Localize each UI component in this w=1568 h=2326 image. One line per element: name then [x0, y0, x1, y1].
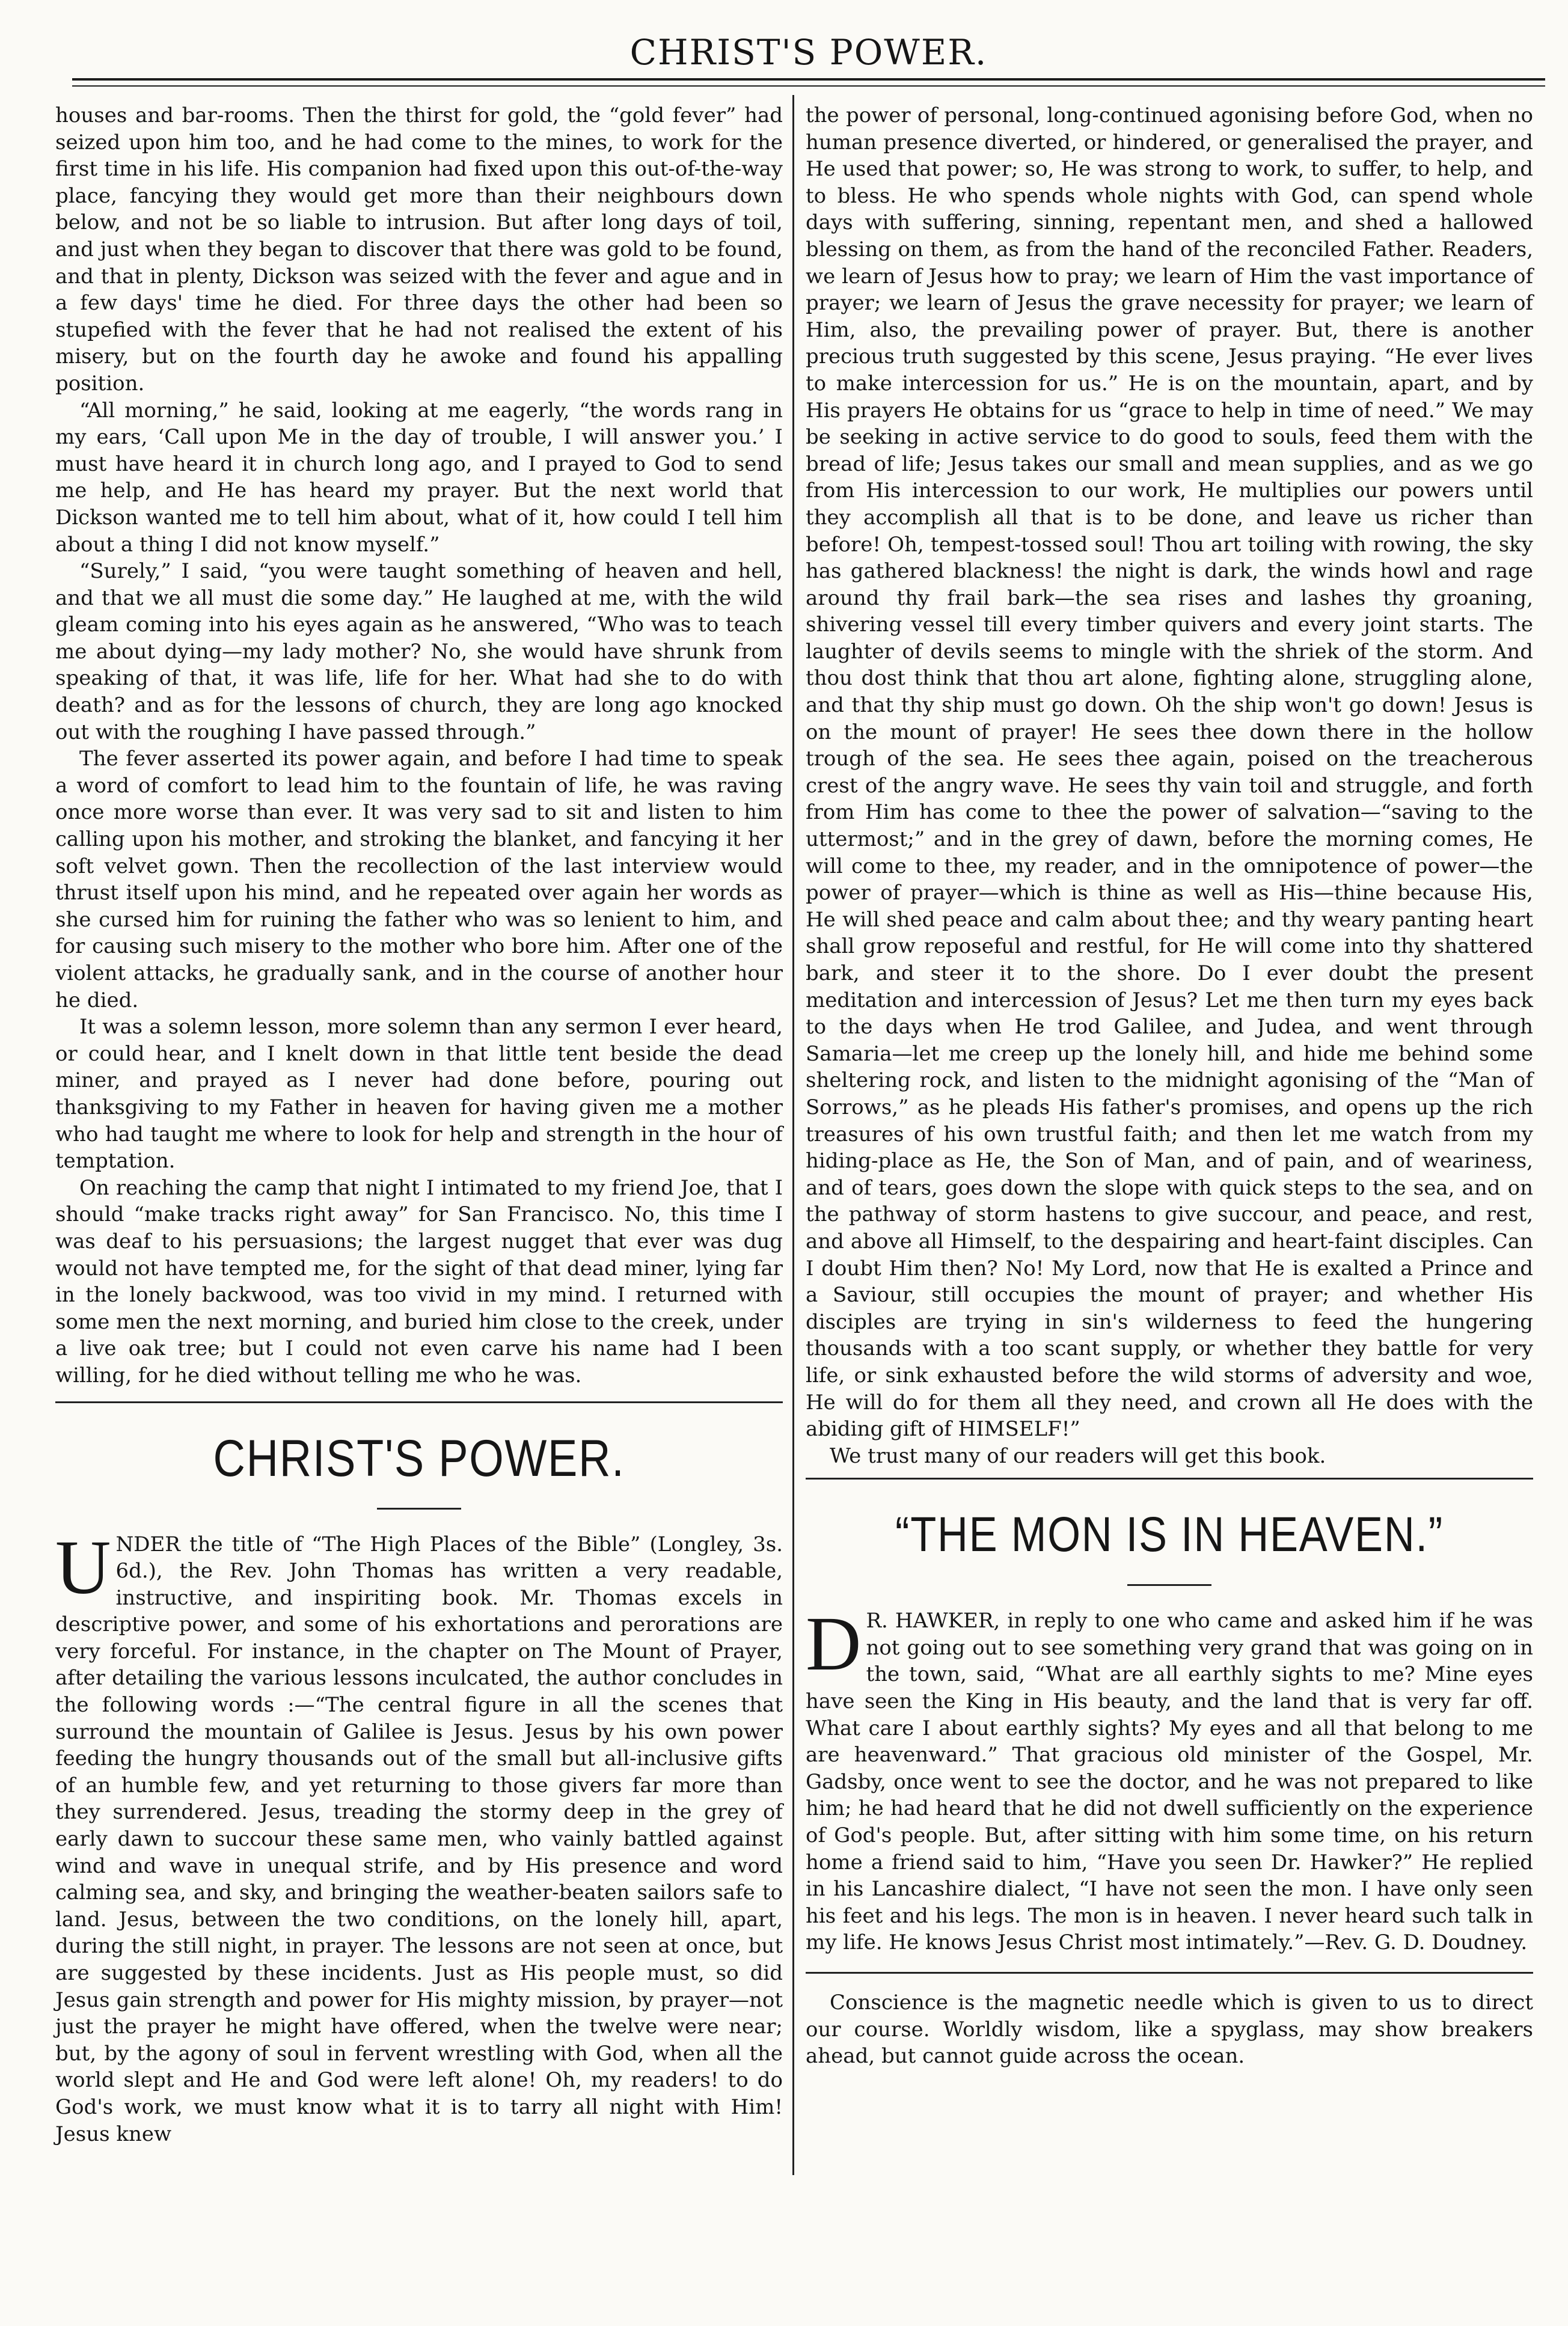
story-paragraph: On reaching the camp that night I intimated to my friend Joe, that I should “make tracks right away” for San Francisco. No, this time I was deaf to his persuasions; the largest nugget that ever was dug would not have tempted me, for the sight of that dead miner, lying far in the lonely backwood, was too vivid in my mind. I returned with some men the next morning, and buried him close to the creek, under a live oak tree; but I could not even carve his name had I been willing, for he died without telling me who he was.	[55, 1175, 783, 1388]
story-paragraph: houses and bar-rooms. Then the thirst for gold, the “gold fever” had seized upon him too, and he had come to the mines, to work for the first time in his life. His companion had fixed upon this out-of-the-way place, fancying they would get more than their neighbours down below, and not be so liable to intrusion. But after long days of toil, and just when they began to discover that there was gold to be found, and that in plenty, Dickson was seized with the fever and ague and in a few days' time he died. For three days the other had been so stupefied with the fever that he had not realised the extent of his misery, but on the fourth day he awoke and found his appalling position.	[55, 103, 783, 396]
header-rule-bottom	[72, 85, 1545, 87]
closing-line: We trust many of our readers will get this book.	[830, 1443, 1326, 1468]
review-continuation: the power of personal, long-continued agonising before God, when no human presence diverted, or hindered, or generalised the prayer, and He used that power; so, He was strong to work, to suffer, to help, and to bless. He who spends whole nights with God, can spend whole days with suffering, sinning, repentant men, and shed a hallowed blessing on them, as from the hand of the reconciled Father. Readers, we learn of Jesus how to pray; we learn of Him the vast importance of prayer; we learn of Jesus the grave necessity for prayer; we learn of Him, also, the prevailing power of prayer. But, there is another precious truth suggested by this scene, Jesus praying. “He ever lives to make intercession for us.” He is on the mountain, apart, and by His prayers He obtains for us “grace to help in time of need.” We may be seeking in active service to do good to souls, feed them with the bread of life; Jesus takes our small and mean supplies, and as we go from His intercession to our work, He multiplies our powers until they accomplish all that is to be done, and leave us richer than before! Oh, tempest-tossed soul! Thou art toiling with rowing, the sky has gathered blackness! the night is dark, the winds howl and rage around thy frail bark—the sea rises and lashes thy groaning, shivering vessel till every timber quivers and every joint starts. The laughter of devils seems to mingle with the shriek of the storm. And thou dost think that thou art alone, fighting alone, struggling alone, and that thy ship must go down. Oh the ship won't go down! Jesus is on the mount of prayer! He sees thee down there in the hollow trough of the sea. He sees thee again, poised on the treacherous crest of the angry wave. He sees thy vain toil and struggle, and forth from Him has come to thee the power of salvation—“saving to the uttermost;” and in the grey of dawn, before the morning comes, He will come to thee, my reader, and in the omnipotence of power—the power of prayer—which is thine as well as His—thine because His, He will shed peace and calm about thee; and thy weary panting heart shall grow reposeful and restful, for He will come into thy shattered bark, and steer it to the shore. Do I ever doubt the present meditation and intercession of Jesus? Let me then turn my eyes back to the days when He trod Galilee, and Judea, and went through Samaria—let me creep up the lonely hill, and hide me behind some sheltering rock, and listen to the midnight agonising of the “Man of Sorrows,” as he pleads His father's promises, and opens up the rich treasures of his own trustful faith; and then let me watch from my hiding-place as He, the Son of Man, and of pain, and of weariness, and of tears, goes down the slope with quick steps to the sea, and on the pathway of storm hastens to give succour, and peace, and rest, and above all Himself, to the despairing and heart-faint disciples. Can I doubt Him then? No! My Lord, now that He is exalted a Prince and a Saviour, still occupies the mount of prayer; and whether His disciples are trying in sin's wilderness to feed the hungering thousands with a too scant supply, or whether they battle for very life, or sink exhausted before the wild storms of adversity and woe, He will do for them all they need, and crown all He does with the abiding gift of HIMSELF!”	[806, 103, 1533, 1442]
drop-cap: U	[55, 1524, 111, 1610]
header-rule-top	[72, 78, 1545, 81]
section-title-christs-power: CHRIST'S POWER.	[213, 1429, 625, 1487]
column-divider	[792, 95, 794, 2175]
anecdote-paragraph	[806, 1601, 1533, 1956]
section-separator	[806, 1972, 1533, 1974]
review-text: NDER the title of “The High Places of the Bible” (Longley, 3s. 6d.), the Rev. John Thomas has written a very readable, instructive, and inspiriting book. Mr. Thomas excels in descriptive power, and some of his exhortations and perorations are very forceful. For instance, in the chapter on The Mount of Prayer, after detailing the various lessons inculcated, the author concludes in the following words :—“The central figure in all the scenes that surround the mountain of Galilee is Jesus. Jesus by his own power feeding the hungry thousands out of the small but all-inclusive gifts of an humble few, and yet returning to those givers far more than they surrendered. Jesus, treading the stormy deep in the grey of early dawn to succour these same men, who vainly battled against wind and wave in unequal strife, and by His presence and word calming sea, and sky, and bringing the weather-beaten sailors safe to land. Jesus, between the two conditions, on the lonely hill, apart, during the still night, in prayer. The lessons are not seen at once, but are suggested by these incidents. Just as His people must, so did Jesus gain strength and power for His mighty mission, by prayer—not just the prayer he might have offered, when the twelve were near; but, by the agony of soul in fervent wrestling with God, when all the world slept and He and God were left alone! Oh, my readers! to do God's work, we must know what it is to tarry all night with Him! Jesus knew	[55, 1532, 783, 2146]
right-column	[806, 102, 1533, 2070]
left-column	[55, 102, 783, 2147]
page-header: CHRIST'S POWER.	[629, 32, 988, 73]
story-paragraph: The fever asserted its power again, and before I had time to speak a word of comfort to lead him to the fountain of life, he was raving once more worse than ever. It was very sad to sit and listen to him calling upon his mother, and stroking the blanket, and fancying it her soft velvet gown. Then the recollection of the last interview would thrust itself upon his mind, and he repeated over again her words as she cursed him for ruining the father who was so lenient to him, and for causing such misery to the mother who bore him. After one of the violent attacks, he gradually sank, and in the course of another hour he died.	[55, 747, 783, 1012]
anecdote-text: R. HAWKER, in reply to one who came and asked him if he was not going out to see something very grand that was going on in the town, said, “What are all earthly sights to me? Mine eyes have seen the King in His beauty, and the land that is very far off. What care I about earthly sights? My eyes and all that belong to me are heavenward.” That gracious old minister of the Gospel, Mr. Gadsby, once went to see the doctor, and he was not prepared to like him; he had heard that he did not dwell sufficiently on the experience of God's people. But, after sitting with him some time, on his return home a friend said to him, “Have you seen Dr. Hawker?” He replied in his Lancashire dialect, “I have not seen the mon. I have only seen his feet and his legs. The mon is in heaven. I never heard such talk in my life. He knows Jesus Christ most intimately.”—Rev. G. D. Doudney.	[806, 1609, 1533, 1955]
story-paragraph: “All morning,” he said, looking at me eagerly, “the words rang in my ears, ‘Call upon Me in the day of trouble, I will answer you.’ I must have heard it in church long ago, and I prayed to God to send me help, and He has heard my prayer. But the next world that Dickson wanted me to tell him about, what of it, how could I tell him about a thing I did not know myself.”	[55, 398, 783, 557]
title-underline	[1127, 1584, 1211, 1586]
section-title-mon-in-heaven: “THE MON IS IN HEAVEN.”	[895, 1507, 1444, 1562]
drop-cap: D	[806, 1601, 862, 1687]
story-paragraph: It was a solemn lesson, more solemn than any sermon I ever heard, or could hear, and I knelt down in that little tent beside the dead miner, and prayed as I never had done before, pouring out thanksgiving to my Father in heaven for having given me a mother who had taught me where to look for help and strength in the hour of temptation.	[55, 1015, 783, 1174]
review-paragraph	[55, 1524, 783, 2148]
title-underline	[377, 1508, 461, 1510]
story-paragraph: “Surely,” I said, “you were taught something of heaven and hell, and that we all must die some day.” He laughed at me, with the wild gleam coming into his eyes again as he answered, “Who was to teach me about dying—my lady mother? No, she would have shrunk from speaking of that, it was life, life for her. What had she to do with death? and as for the lessons of church, they are long ago knocked out with the roughing I have passed through.”	[55, 559, 783, 744]
closing-note: Conscience is the magnetic needle which is given to us to direct our course. Worldly wisdom, like a spyglass, may show breakers ahead, but cannot guide across the ocean.	[806, 1991, 1533, 2069]
section-separator	[806, 1478, 1533, 1480]
section-separator	[55, 1401, 783, 1403]
